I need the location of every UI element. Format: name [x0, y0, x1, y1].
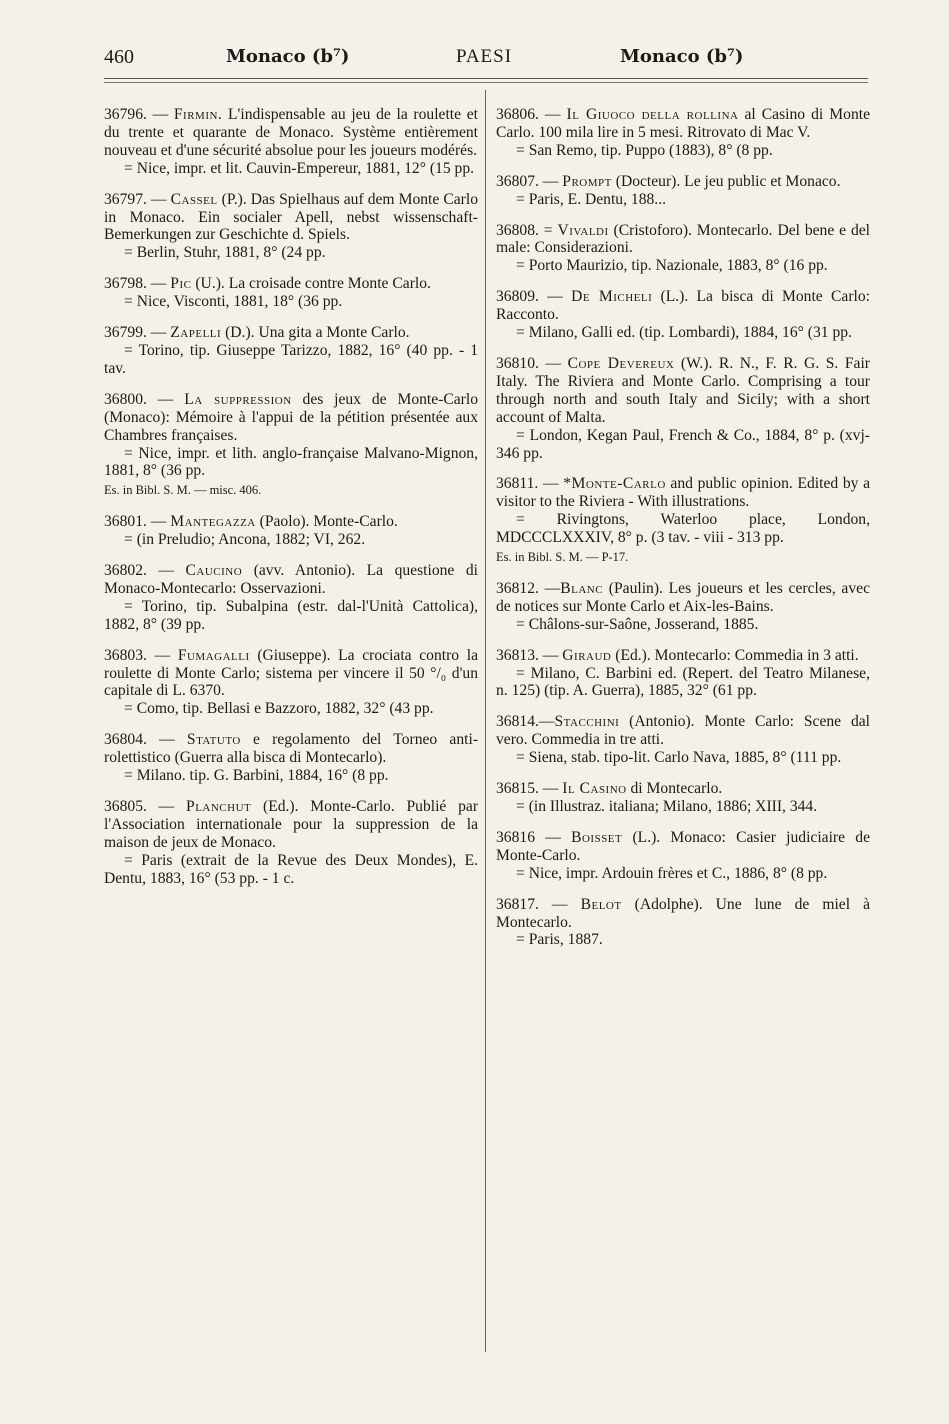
entry-imprint: = Torino, tip. Giuseppe Tarizzo, 1882, 16° (40 pp. - 1 tav. [104, 341, 478, 377]
bibliography-entry [496, 288, 870, 342]
entry-number: 36805. [104, 798, 147, 815]
entry-author: Stacchini [554, 713, 620, 731]
bibliography-entry [104, 562, 478, 634]
entry-title: (Paolo). Monte-Carlo. [255, 513, 398, 531]
entry-text [496, 475, 870, 511]
entry-number: 36811. [496, 475, 539, 493]
bibliography-entry [496, 829, 870, 883]
header-right-title: Monaco (b⁷) [620, 46, 744, 67]
left-column [104, 106, 478, 901]
entry-imprint: = Milano. tip. G. Barbini, 1884, 16° (8 pp. [124, 767, 389, 785]
header-rule-secondary [104, 82, 868, 83]
entry-separator: — [538, 354, 568, 372]
entry-separator: — [146, 324, 171, 342]
entry-separator: — [538, 288, 572, 306]
header-left-title: Monaco (b⁷) [226, 46, 350, 67]
entry-text [104, 798, 478, 852]
bibliography-entry [496, 580, 870, 634]
entry-text [104, 191, 478, 245]
entry-author: Cope Devereux [567, 354, 675, 372]
entry-text [104, 647, 478, 701]
entry-separator: — [534, 828, 572, 846]
entry-imprint: = Châlons-sur-Saône, Josserand, 1885. [516, 615, 759, 633]
bibliography-entry [496, 355, 870, 462]
entry-number: 36799. [104, 324, 147, 342]
entry-imprint: = Berlin, Stuhr, 1881, 8° (24 pp. [124, 244, 326, 262]
entry-author: Statuto [186, 731, 241, 749]
entry-text [104, 731, 478, 767]
entry-imprint: = Siena, stab. tipo-lit. Carlo Nava, 1885, 8° (111 pp. [516, 749, 842, 767]
column-divider [485, 90, 486, 1352]
bibliography-entry [104, 191, 478, 263]
entry-separator: — [146, 562, 186, 580]
entry-text [496, 580, 870, 616]
entry-imprint: = (in Preludio; Ancona, 1882; VI, 262. [124, 531, 366, 549]
entry-imprint: = Rivingtons, Waterloo place, London, MDCCCLXXXIV, 8° p. (3 tav. - viii - 313 pp. [496, 511, 870, 547]
bibliography-entry [496, 647, 870, 701]
entry-title: di Montecarlo. [626, 780, 723, 798]
entry-title: (Ed.). Monte-Carlo. Publié par l'Association internationale pour la suppression de la maison de jeux de Monaco. [104, 798, 479, 851]
entry-author: Vivaldi [557, 221, 609, 239]
entry-number: 36796. [104, 106, 147, 123]
entry-number: 36814. [496, 713, 539, 731]
entry-title: (L.). La bisca di Monte Carlo: Racconto. [496, 288, 870, 324]
entry-imprint: = Torino, tip. Subalpina (estr. dal-l'Unità Cattolica), 1882, 8° (39 pp. [104, 597, 478, 633]
entry-title: (Antonio). Monte Carlo: Scene dal vero. Commedia in tre atti. [496, 713, 870, 749]
entry-title: (Ed.). Montecarlo: Commedia in 3 atti. [611, 646, 859, 664]
entry-text [496, 780, 870, 798]
entry-number: 36817. [496, 895, 539, 913]
entry-text [104, 275, 478, 293]
header-rule [104, 78, 868, 79]
entry-separator: — [146, 190, 171, 208]
entry-separator: — [146, 513, 171, 531]
entry-number: 36800. [104, 390, 147, 408]
entry-library-note: Es. in Bibl. S. M. — P-17. [496, 550, 629, 565]
bibliography-entry [104, 391, 478, 500]
entry-imprint: = Milano, Galli ed. (tip. Lombardi), 1884, 16° (31 pp. [516, 324, 852, 342]
entry-title: (U.). La croisade contre Monte Carlo. [191, 275, 431, 293]
bibliography-entry [104, 106, 478, 178]
entry-imprint: = Nice, impr. et lit. Cauvin-Empereur, 1881, 12° (15 pp. [124, 159, 475, 177]
entry-separator: — [538, 579, 561, 597]
entry-separator: — [146, 731, 187, 749]
entry-separator: — [146, 390, 185, 408]
entry-imprint: = Como, tip. Bellasi e Bazzoro, 1882, 32° (43 pp. [124, 700, 434, 718]
bibliography-entry [104, 798, 478, 888]
entry-imprint: = Paris (extrait de la Revue des Deux Mondes), E. Dentu, 1883, 16° (53 pp. - 1 c. [104, 851, 478, 887]
entry-title: al Casino di Monte Carlo. 100 mila lire in 5 mesi. Ritrovato di Mac V. [496, 106, 870, 141]
entry-imprint: = San Remo, tip. Puppo (1883), 8° (8 pp. [516, 141, 773, 159]
entry-title: (Adolphe). Une lune de miel à Montecarlo. [496, 895, 871, 931]
entry-text [104, 106, 478, 160]
entry-number: 36812. [496, 579, 539, 597]
entry-text [104, 562, 478, 598]
entry-title: (Cristoforo). Montecarlo. Del bene e del male: Considerazioni. [496, 221, 870, 257]
entry-text [104, 391, 478, 445]
entry-separator: — [538, 713, 555, 731]
bibliography-entry [104, 731, 478, 785]
entry-number: 36797. [104, 190, 147, 208]
entry-separator: = [538, 221, 558, 239]
entry-separator: — [146, 798, 187, 815]
bibliography-entry [496, 896, 870, 950]
entry-imprint: = Paris, E. Dentu, 188... [516, 190, 666, 208]
entry-text [496, 355, 870, 427]
entry-text [496, 106, 870, 142]
entry-number: 36808. [496, 221, 539, 239]
entry-title: (Giuseppe). La crociata contro la roulette di Monte Carlo; sistema per vincere il 50 °/₀ d'un capitale di L. 6370. [104, 646, 478, 700]
entry-library-note: Es. in Bibl. S. M. — misc. 406. [104, 483, 262, 498]
entry-number: 36807. [496, 172, 539, 190]
entry-author: Boisset [571, 828, 623, 846]
entry-text [496, 173, 870, 191]
entry-author: Caucino [185, 562, 243, 580]
entry-author: Fumagalli [177, 646, 250, 664]
bibliography-entry [104, 513, 478, 549]
entry-author: Prompt [562, 172, 612, 190]
entry-number: 36798. [104, 275, 147, 293]
bibliography-entry [496, 106, 870, 160]
entry-imprint: = Nice, impr. Ardouin frères et C., 1886, 8° (8 pp. [516, 864, 828, 882]
entry-author: Il Casino [562, 780, 627, 798]
bibliography-entry [104, 324, 478, 378]
entry-imprint: = Nice, Visconti, 1881, 18° (36 pp. [124, 293, 343, 311]
entry-text [104, 513, 478, 531]
entry-separator: — [146, 275, 171, 293]
entry-title: and public opinion. Edited by a visitor to the Riviera - With illustrations. [496, 475, 870, 511]
entry-author: Blanc [560, 579, 604, 597]
entry-number: 36816 [496, 828, 535, 846]
entry-text [496, 829, 870, 865]
entry-separator: — [538, 172, 563, 190]
entry-imprint: = Milano, C. Barbini ed. (Repert. del Teatro Milanese, n. 125) (tip. A. Guerra), 1885, 32° (61 pp. [496, 664, 870, 700]
entry-author: Giraud [562, 646, 612, 664]
header-center-title: PAESI [456, 46, 513, 67]
entry-title: (L.). Monaco: Casier judiciaire de Monte-Carlo. [496, 828, 871, 864]
bibliography-entry [496, 780, 870, 816]
bibliography-entry [104, 647, 478, 719]
entry-separator: — [146, 106, 174, 123]
entry-text [104, 324, 478, 342]
entry-separator: — [538, 475, 564, 493]
entry-author: De Micheli [571, 288, 653, 306]
bibliography-entry [496, 713, 870, 767]
entry-author: Mantegazza [170, 513, 256, 531]
entry-author: Planchut [186, 798, 252, 815]
right-column [496, 106, 870, 962]
entry-title: (Docteur). Le jeu public et Monaco. [611, 172, 841, 190]
entry-imprint: = Nice, impr. et lith. anglo-française Malvano-Mignon, 1881, 8° (36 pp. [104, 444, 478, 480]
entry-imprint: = Porto Maurizio, tip. Nazionale, 1883, 8° (16 pp. [516, 257, 828, 275]
entry-separator: — [146, 646, 178, 664]
bibliography-entry [104, 275, 478, 311]
page-number: 460 [104, 46, 134, 68]
entry-author: Zapelli [170, 324, 222, 342]
entry-separator: — [538, 646, 563, 664]
entry-author: *Monte-Carlo [563, 475, 666, 493]
entry-author: La suppression [184, 390, 292, 408]
entry-title: (D.). Una gita a Monte Carlo. [221, 324, 410, 342]
entry-title: L'indispensable au jeu de la roulette et du trente et quarante de Monaco. Système entièrement nouveau et d'une sécurité absolue pour les joueurs modérés. [104, 106, 479, 159]
entry-number: 36803. [104, 646, 147, 664]
entry-number: 36815. [496, 780, 539, 798]
entry-separator: — [538, 895, 581, 913]
entry-author: Pic [170, 275, 192, 293]
entry-text [496, 288, 870, 324]
entry-author: Cassel [170, 190, 218, 208]
entry-number: 36810. [496, 354, 539, 372]
entry-imprint: = Paris, 1887. [516, 931, 603, 949]
entry-imprint: = London, Kegan Paul, French & Co., 1884, 8° p. (xvj-346 pp. [496, 426, 870, 462]
entry-number: 36809. [496, 288, 539, 306]
bibliography-entry [496, 222, 870, 276]
entry-text [496, 896, 870, 932]
entry-number: 36802. [104, 562, 147, 580]
entry-title: (W.). R. N., F. R. G. S. Fair Italy. The Riviera and Monte Carlo. Comprising a tour through north and south Italy and Sicily; with a short account of Malta. [496, 354, 870, 426]
entry-number: 36804. [104, 731, 147, 749]
entry-author: Il Giuoco della rollina [566, 106, 739, 123]
running-header [104, 46, 868, 76]
entry-number: 36813. [496, 646, 539, 664]
entry-number: 36801. [104, 513, 147, 531]
entry-title: (P.). Das Spielhaus auf dem Monte Carlo in Monaco. Ein socialer Apell, nebst wissenschaft-Bemerkungen zur Geschichte d. Spiels. [104, 190, 478, 244]
entry-title: (avv. Antonio). La questione di Monaco-Montecarlo: Osservazioni. [104, 562, 478, 597]
entry-text [496, 713, 870, 749]
entry-title: e regolamento del Torneo anti-rolettistico (Guerra alla bisca di Montecarlo). [104, 731, 479, 767]
entry-author: Firmin. [173, 106, 223, 123]
entry-author: Belot [580, 895, 622, 913]
entry-separator: — [538, 106, 567, 123]
bibliography-entry [496, 173, 870, 209]
entry-title: des jeux de Monte-Carlo (Monaco): Mémoire à l'appui de la pétition présentée aux Chambres françaises. [104, 390, 478, 444]
entry-text [496, 647, 870, 665]
entry-title: (Paulin). Les joueurs et les cercles, avec de notices sur Monte Carlo et Aix-les-Bains. [496, 579, 870, 615]
bibliography-entry [496, 475, 870, 567]
entry-number: 36806. [496, 106, 539, 123]
entry-separator: — [538, 780, 563, 798]
entry-text [496, 222, 870, 258]
entry-imprint: = (in Illustraz. italiana; Milano, 1886; XIII, 344. [516, 798, 818, 815]
